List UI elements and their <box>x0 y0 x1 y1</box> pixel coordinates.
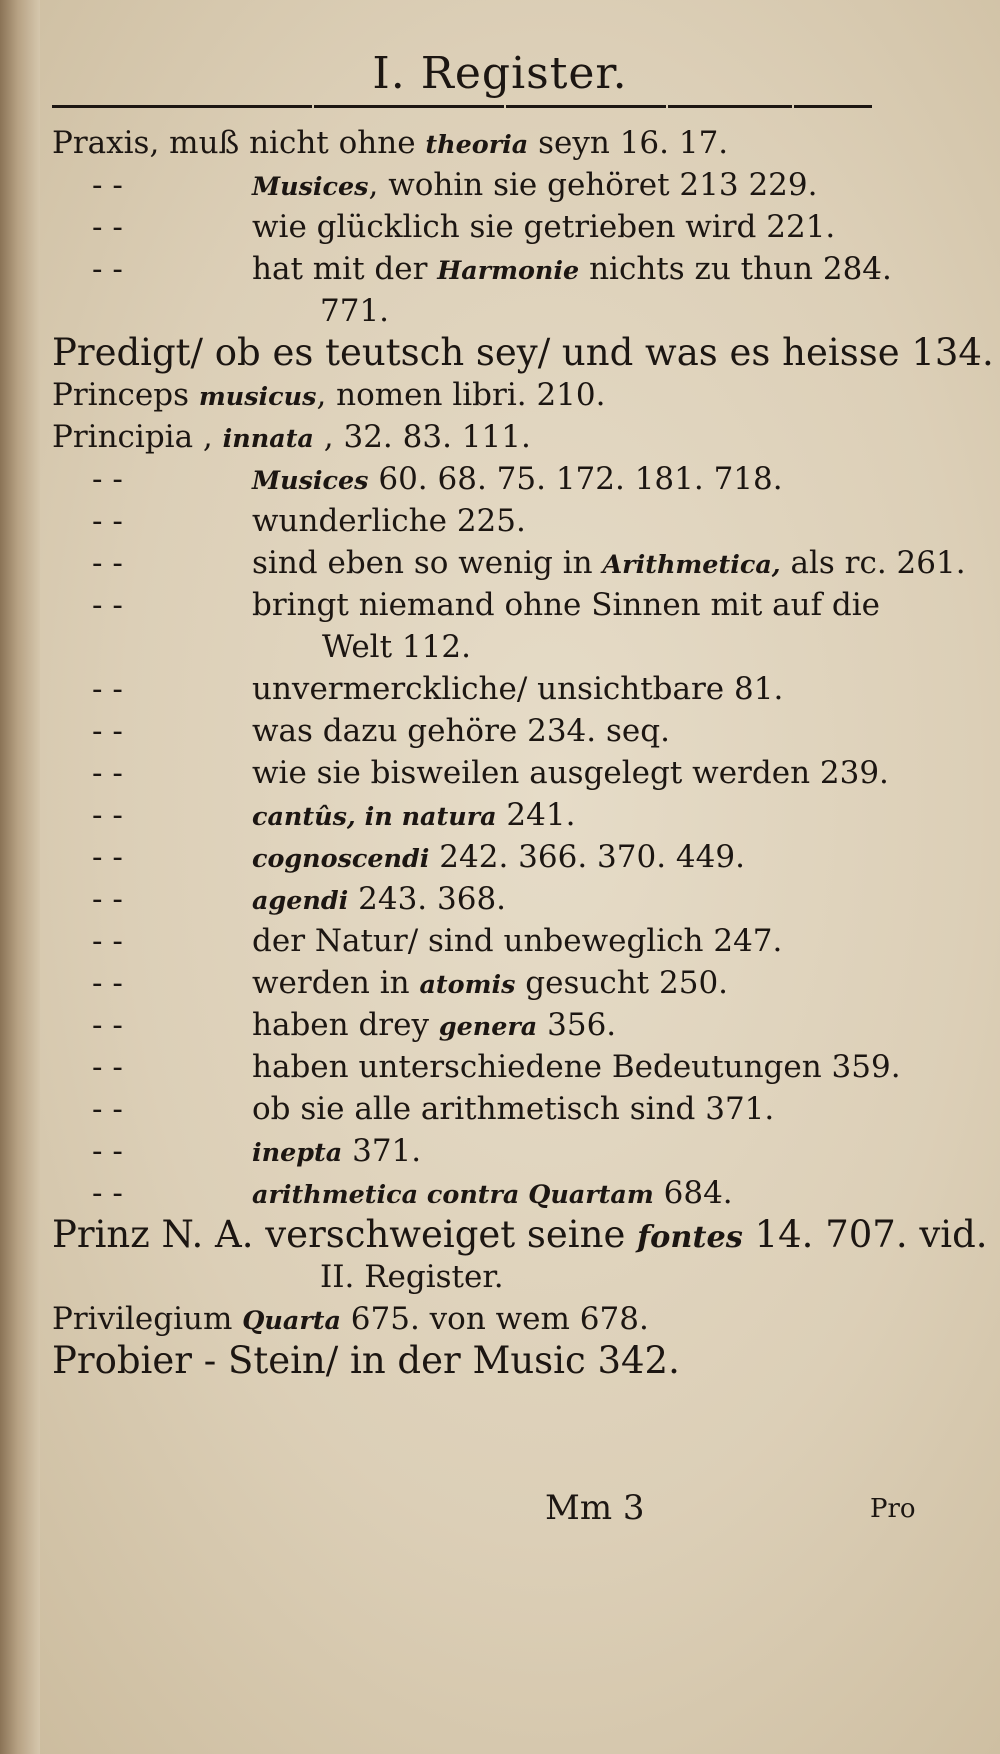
entry-page-refs: , wohin sie gehöret 213 229. <box>368 167 818 203</box>
entry-page-refs: 684. <box>653 1175 733 1211</box>
entry-term: 771. <box>320 293 390 329</box>
register-subentry <box>52 710 952 752</box>
entry-term: wie glücklich sie getrieben wird 221. <box>252 209 836 245</box>
entry-text <box>52 374 605 417</box>
register-subentry <box>52 668 952 710</box>
entry-text <box>252 458 783 501</box>
register-subentry <box>52 836 952 878</box>
entry-text <box>52 332 994 374</box>
entry-text <box>252 584 880 626</box>
entry-term: haben unterschiedene Bedeutungen 359. <box>252 1049 901 1085</box>
entry-text <box>252 878 506 921</box>
entry-latin-term: theoria <box>425 129 529 159</box>
ditto-dash: - - <box>92 881 123 917</box>
page-header: I. Register. <box>372 48 628 99</box>
ditto-dash: - - <box>92 587 123 623</box>
header-rule <box>668 105 792 108</box>
entry-latin-term: Arithmetica, <box>602 549 781 579</box>
entry-latin-term: Musices <box>252 465 369 495</box>
header-rule <box>506 105 666 108</box>
entry-text <box>252 1046 901 1088</box>
entry-term: haben drey <box>252 1007 439 1043</box>
entry-text <box>252 1172 733 1215</box>
register-entry <box>52 1340 952 1382</box>
ditto-dash: - - <box>92 671 123 707</box>
entry-page-refs: 675. von wem 678. <box>340 1301 649 1337</box>
entry-term: bringt niemand ohne Sinnen mit auf die <box>252 587 881 623</box>
entry-page-refs: seyn 16. 17. <box>528 125 729 161</box>
page-footer <box>0 1488 1000 1548</box>
entry-latin-term: musicus <box>198 381 317 411</box>
entry-text <box>252 542 966 585</box>
entry-text <box>52 1340 680 1382</box>
entry-term: ob sie alle arithmetisch sind 371. <box>252 1091 775 1127</box>
entry-text <box>252 1004 616 1047</box>
entry-latin-term: cognoscendi <box>252 843 430 873</box>
register-subentry <box>52 248 952 290</box>
entry-text <box>52 416 531 459</box>
entry-text <box>52 1214 988 1259</box>
register-subentry <box>52 164 952 206</box>
entry-term: der Natur/ sind unbeweglich 247. <box>252 923 783 959</box>
register-subentry <box>52 920 952 962</box>
entry-term: hat mit der <box>252 251 438 287</box>
entry-term: Principia , <box>52 419 223 455</box>
register-subentry <box>52 542 966 584</box>
register-subentry <box>52 752 952 794</box>
register-subentry <box>52 962 952 1004</box>
ditto-dash: - - <box>92 1133 123 1169</box>
entry-text <box>252 794 575 837</box>
entry-text <box>252 668 783 710</box>
entry-text <box>252 920 782 962</box>
entry-text <box>252 752 889 794</box>
header-rule <box>794 105 872 108</box>
register-entries <box>52 122 994 1382</box>
register-subentry <box>52 206 952 248</box>
register-subentry <box>52 1046 952 1088</box>
entry-term: Welt 112. <box>322 629 471 665</box>
entry-latin-term: innata <box>222 423 314 453</box>
entry-text <box>52 122 728 165</box>
entry-term: II. Register. <box>320 1259 504 1295</box>
header-rule <box>52 105 312 108</box>
entry-latin-term: Harmonie <box>437 255 580 285</box>
entry-page-refs: 242. 366. 370. 449. <box>429 839 745 875</box>
entry-latin-term: Musices <box>252 171 369 201</box>
entry-text <box>252 206 835 248</box>
entry-latin-term: atomis <box>419 969 516 999</box>
ditto-dash: - - <box>92 545 123 581</box>
entry-text <box>252 248 892 291</box>
ditto-dash: - - <box>92 1049 123 1085</box>
entry-text <box>320 1256 504 1298</box>
register-continuation <box>52 1256 952 1298</box>
entry-page-refs: 371. <box>342 1133 422 1169</box>
ditto-dash: - - <box>92 797 123 833</box>
ditto-dash: - - <box>92 1091 123 1127</box>
entry-text <box>252 836 745 879</box>
entry-latin-term: cantûs, in natura <box>252 801 497 831</box>
entry-text <box>252 1088 774 1130</box>
ditto-dash: - - <box>92 1007 123 1043</box>
register-subentry <box>52 1172 952 1214</box>
entry-page-refs: 356. <box>537 1007 617 1043</box>
register-subentry <box>52 878 952 920</box>
entry-term: wie sie bisweilen ausgelegt werden 239. <box>252 755 889 791</box>
entry-term: Prinz N. A. verschweiget seine <box>52 1213 638 1256</box>
entry-term: Princeps <box>52 377 199 413</box>
register-subentry <box>52 1130 952 1172</box>
entry-text <box>320 290 389 332</box>
register-entry <box>52 374 952 416</box>
register-subentry <box>52 1088 952 1130</box>
entry-term: Probier - Stein/ in der Music 342. <box>52 1339 680 1382</box>
entry-text <box>252 710 670 752</box>
entry-page-refs: nichts zu thun 284. <box>579 251 892 287</box>
entry-term: Praxis, muß nicht ohne <box>52 125 426 161</box>
entry-page-refs: als rc. 261. <box>780 545 966 581</box>
entry-text <box>252 500 526 542</box>
entry-page-refs: 241. <box>496 797 576 833</box>
signature-mark: Mm 3 <box>545 1488 645 1528</box>
ditto-dash: - - <box>92 209 123 245</box>
register-subentry <box>52 584 952 626</box>
register-continuation <box>52 290 952 332</box>
entry-latin-term: agendi <box>252 885 349 915</box>
header-rule <box>314 105 504 108</box>
ditto-dash: - - <box>92 713 123 749</box>
entry-latin-term: inepta <box>252 1137 343 1167</box>
entry-term: unvermerckliche/ unsichtbare 81. <box>252 671 784 707</box>
header-rules <box>52 105 872 113</box>
register-entry <box>52 331 994 374</box>
entry-term: was dazu gehöre 234. seq. <box>252 713 670 749</box>
ditto-dash: - - <box>92 251 123 287</box>
entry-text <box>252 962 728 1005</box>
entry-latin-term: arithmetica contra Quartam <box>252 1179 654 1209</box>
entry-latin-term: fontes <box>637 1220 743 1255</box>
register-subentry <box>52 1004 952 1046</box>
ditto-dash: - - <box>92 1175 123 1211</box>
register-continuation <box>52 626 952 668</box>
entry-page-refs: 60. 68. 75. 172. 181. 718. <box>368 461 783 497</box>
register-subentry <box>52 500 952 542</box>
register-subentry <box>52 458 952 500</box>
entry-page-refs: , nomen libri. 210. <box>316 377 606 413</box>
register-subentry <box>52 794 952 836</box>
entry-page-refs: gesucht 250. <box>515 965 729 1001</box>
entry-text <box>52 1298 649 1341</box>
entry-text <box>252 1130 421 1173</box>
entry-term: sind eben so wenig in <box>252 545 603 581</box>
entry-latin-term: Quarta <box>242 1305 341 1335</box>
entry-page-refs: 243. 368. <box>348 881 507 917</box>
entry-term: werden in <box>252 965 420 1001</box>
entry-text <box>252 164 817 207</box>
ditto-dash: - - <box>92 167 123 203</box>
ditto-dash: - - <box>92 755 123 791</box>
ditto-dash: - - <box>92 839 123 875</box>
ditto-dash: - - <box>92 965 123 1001</box>
entry-page-refs: 14. 707. vid. <box>742 1213 988 1256</box>
entry-term: wunderliche 225. <box>252 503 526 539</box>
entry-page-refs: , 32. 83. 111. <box>313 419 531 455</box>
entry-latin-term: genera <box>438 1011 538 1041</box>
entry-term: Predigt/ ob es teutsch sey/ und was es heisse 134. <box>52 331 994 374</box>
catchword: Pro <box>870 1494 916 1524</box>
ditto-dash: - - <box>92 503 123 539</box>
entry-text <box>322 626 471 668</box>
register-entry <box>52 1298 952 1340</box>
register-entry <box>52 122 952 164</box>
register-entry <box>52 416 952 458</box>
register-entry <box>52 1213 988 1256</box>
entry-term: Privilegium <box>52 1301 243 1337</box>
ditto-dash: - - <box>92 923 123 959</box>
ditto-dash: - - <box>92 461 123 497</box>
